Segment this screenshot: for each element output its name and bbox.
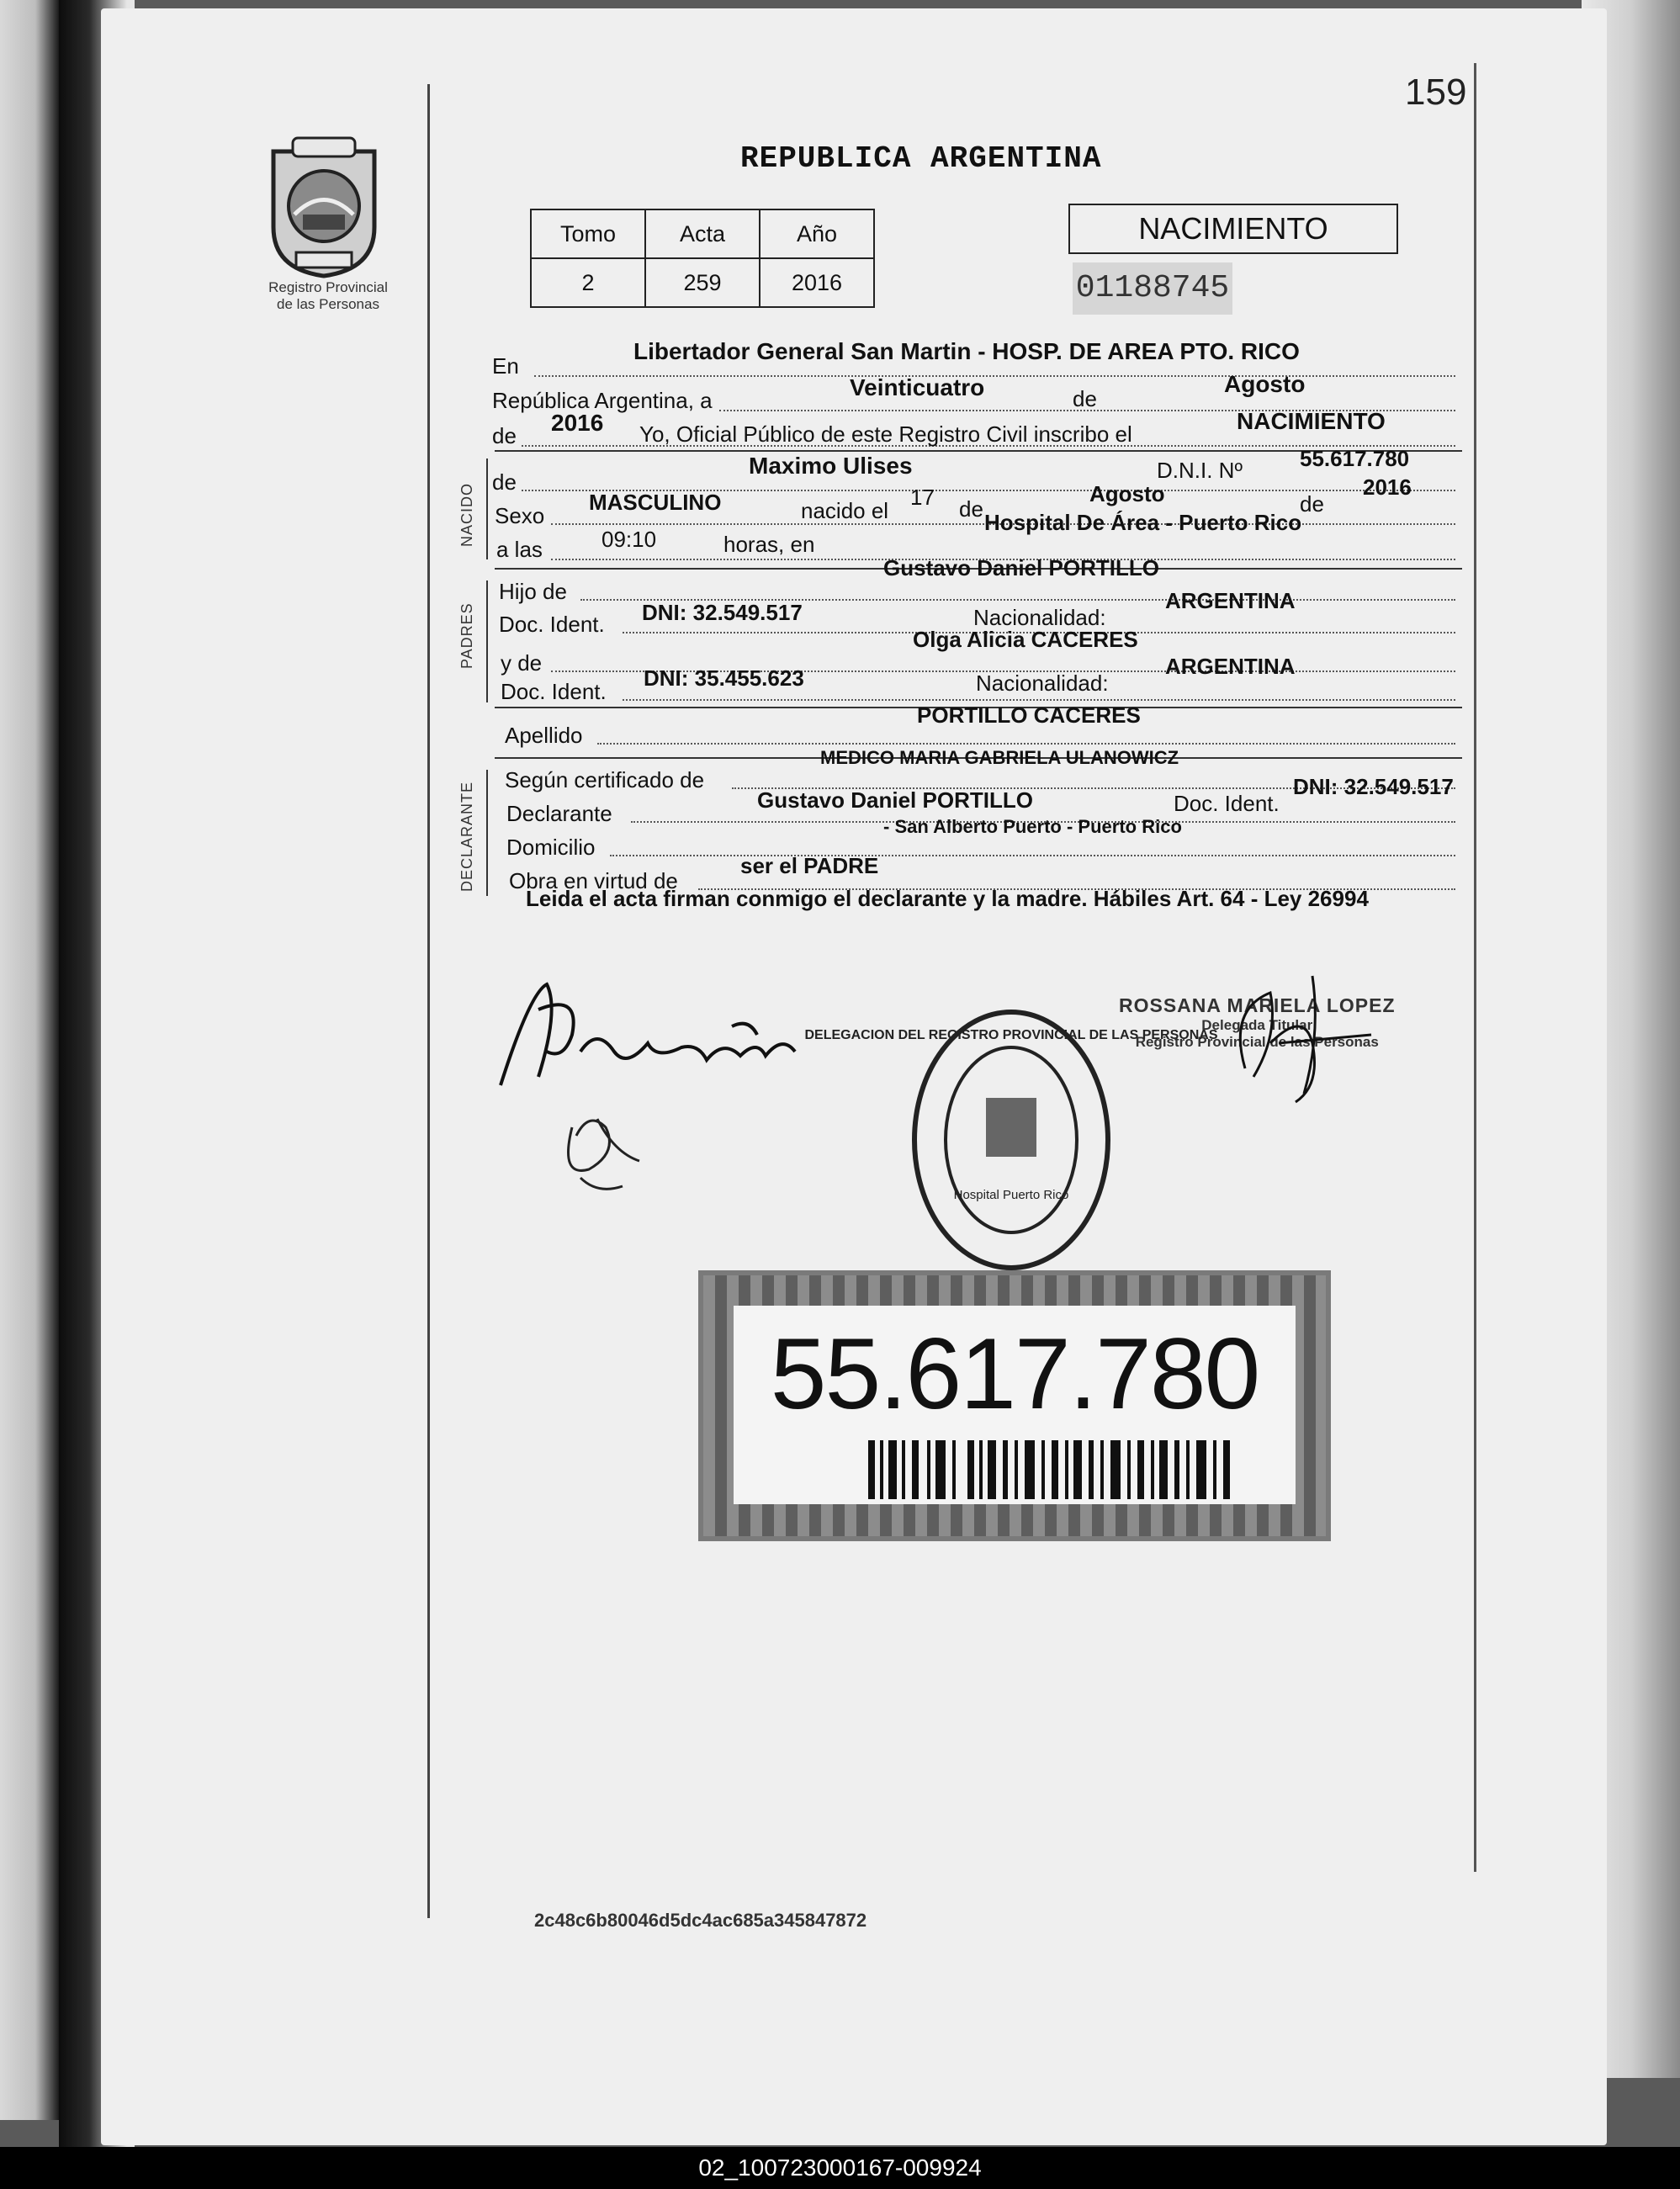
value-domicilio: - San Alberto Puerto - Puerto Rico [883,816,1182,837]
logo-caption-line2: de las Personas [277,296,379,312]
value-tomo: 2 [531,258,645,307]
padres-bar [486,580,488,702]
header-ano: Año [760,209,874,258]
label-doc-ident-madre: Doc. Ident. [501,679,607,704]
scan-footer-id: 02_100723000167-009924 [0,2147,1680,2189]
tomo-acta-ano-table [530,209,875,308]
label-doc-ident-declarante: Doc. Ident. [1174,791,1280,816]
value-month: Agosto [1224,371,1306,397]
official-name: ROSSANA MARIELA LOPEZ [1119,994,1396,1016]
label-dni: D.N.I. Nº [1157,458,1243,483]
label-republica: República Argentina, a [492,388,713,413]
value-en: Libertador General San Martin - HOSP. DE AREA PTO. RICO [633,338,1300,364]
value-birth-month: Agosto [1089,481,1165,506]
row-apellido [492,702,1455,748]
header-tomo: Tomo [531,209,645,258]
value-apellido: PORTILLO CACERES [917,702,1141,728]
page-number: 159 [1405,72,1467,113]
value-sexo: MASCULINO [589,490,722,515]
label-de-year: de [492,423,517,448]
declarante-bar [486,770,488,896]
value-padre-nacionalidad: ARGENTINA [1165,588,1296,613]
serial-number: 01188745 [1073,262,1232,315]
official-office: Registro Provincial de las Personas [1135,1034,1379,1050]
nacido-bar [486,458,488,559]
stamp-inner-text: Hospital Puerto Rico [953,1188,1069,1202]
section-label-padres: PADRES [458,602,475,669]
header-acta: Acta [645,209,760,258]
row-madre-doc [492,654,1455,704]
value-inscribo: NACIMIENTO [1237,408,1386,434]
dni-sticker [698,1270,1331,1541]
logo-caption [252,279,404,313]
label-nacionalidad-padre: Nacionalidad: [973,605,1106,630]
value-madre-dni: DNI: 35.455.623 [644,665,804,691]
value-dni: 55.617.780 [1300,446,1410,471]
label-domicilio: Domicilio [506,835,596,860]
label-inscribo: Yo, Oficial Público de este Registro Civil inscribo el [639,421,1132,447]
section-label-nacido: NACIDO [458,482,475,547]
label-nacido-el: nacido el [801,498,889,523]
value-madre-nacionalidad: ARGENTINA [1165,654,1296,679]
label-en: En [492,353,519,379]
value-nombre: Maximo Ulises [749,453,913,479]
label-de: de [1073,386,1097,411]
record-type-box: NACIMIENTO [1068,204,1398,254]
label-sexo: Sexo [495,503,545,528]
value-padre-dni: DNI: 32.549.517 [642,600,803,625]
label-y-de: y de [501,650,543,676]
value-acta: 259 [645,258,760,307]
value-hora: 09:10 [602,527,657,552]
label-segun: Según certificado de [505,767,705,792]
value-certificado: MEDICO MARIA GABRIELA ULANOWICZ [820,747,1179,768]
label-horas-en: horas, en [723,532,815,557]
section-label-declarante: DECLARANTE [458,781,475,892]
left-adjacent-page [0,0,59,2120]
label-obra: Obra en virtud de [509,868,678,893]
value-declarante-dni: DNI: 32.549.517 [1293,774,1454,799]
label-doc-ident-padre: Doc. Ident. [499,612,605,637]
legal-text: Leida el acta firman conmigo el declarante y la madre. Hábiles Art. 64 - Ley 26994 [526,886,1369,911]
label-a-las: a las [496,537,543,562]
misiones-province-seal-icon [261,135,387,278]
value-obra: ser el PADRE [740,853,879,878]
value-padre: Gustavo Daniel PORTILLO [883,555,1159,580]
label-de-nombre: de [492,469,517,495]
label-de-birth-year: de [1300,491,1324,517]
row-sexo [492,474,1455,528]
dotted-line [597,743,1455,745]
label-declarante: Declarante [506,801,612,826]
value-birth-year: 2016 [1363,474,1412,500]
signature-icon [480,959,917,1211]
label-de-month: de [959,496,983,522]
label-apellido: Apellido [505,723,583,748]
document-title: REPUBLICA ARGENTINA [740,141,1102,176]
dotted-line [623,699,1455,701]
row-republica [492,371,1455,413]
dni-sticker-inner [734,1306,1296,1504]
label-nacionalidad-madre: Nacionalidad: [976,670,1109,696]
official-role: Delegada Titular [1201,1017,1313,1033]
value-day-word: Veinticuatro [850,374,985,400]
value-birth-day: 17 [910,485,935,510]
left-margin-rule [427,84,430,1918]
right-margin-rule [1474,63,1476,1872]
document-hash: 2c48c6b80046d5dc4ac685a345847872 [534,1910,867,1931]
stamp-text: DELEGACION DEL REGISTRO PROVINCIAL DE LAS PERSONAS [804,1028,1218,1042]
registry-stamp-icon [804,1005,1218,1283]
value-madre: Olga Alicia CACERES [913,627,1138,652]
dni-sticker-number: 55.617.780 [770,1317,1259,1430]
logo-caption-line1: Registro Provincial [268,279,388,295]
label-hijo-de: Hijo de [499,579,567,604]
value-year: 2016 [551,410,604,436]
value-lugar: Hospital De Área - Puerto Rico [984,510,1302,535]
value-declarante: Gustavo Daniel PORTILLO [757,787,1033,813]
row-year [492,410,1455,448]
barcode-icon [868,1440,1238,1499]
value-ano: 2016 [760,258,874,307]
official-signature-icon [1195,959,1380,1110]
